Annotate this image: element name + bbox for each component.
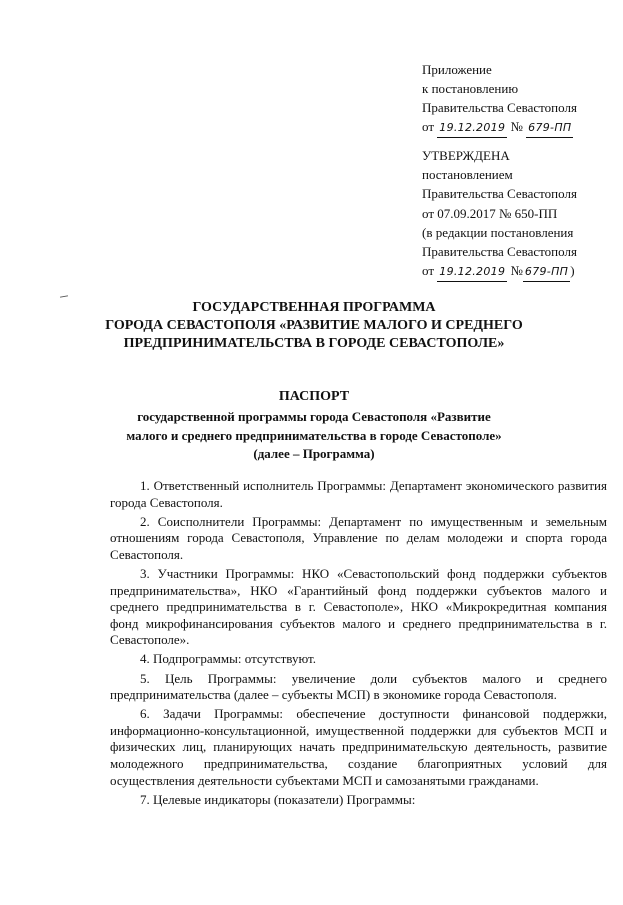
paragraph-6: 6. Задачи Программы: обеспечение доступности финансовой поддержки, информационно-консультационной, имущественной поддержки для субъектов МСП и физических лиц, планирующих начать предпринимательскую деятельность, развитие молодежного предпринимательства, создание благоприятных условий для осуществления деятельности субъектами МСП и самозанятыми гражданами. [110,706,607,788]
passport-heading: ПАСПОРТ [278,389,350,404]
approved-from-label: от [422,263,435,279]
appendix-line-3: Правительства Севастополя [422,100,577,115]
title-line-1: ГОСУДАРСТВЕННАЯ ПРОГРАММА [192,300,436,315]
approved-line-1: УТВЕРЖДЕНА [422,148,510,163]
approved-line-5: (в редакции постановления [422,224,574,240]
passport-subtitle [70,408,558,464]
approved-number-handwritten: 679-ПП [523,261,570,282]
paragraph-1: 1. Ответственный исполнитель Программы: Департамент экономического развития города Севастополя. [110,478,607,510]
appendix-date-handwritten: 19.12.2019 [437,117,507,138]
approved-line-4: от 07.09.2017 № 650-ПП [422,205,558,221]
paragraph-4: 4. Подпрограммы: отсутствуют. [140,651,316,667]
appendix-line-4 [422,117,617,138]
paragraph-2: 2. Соисполнители Программы: Департамент по имущественным и земельным отношениям города Севастополя, Управление по делам молодежи и спорта города Севастополя. [110,513,607,562]
passport-subtitle-line-1: государственной программы города Севастополя «Развитие [137,409,491,424]
approved-line-7 [422,261,617,282]
appendix-number-handwritten: 679-ПП [526,117,573,138]
appendix-line-1: Приложение [422,62,492,77]
document-title [40,299,588,353]
appendix-block [422,60,617,138]
passport-body [110,478,607,811]
passport-subtitle-line-2: малого и среднего предпринимательства в городе Севастополе» [126,427,502,443]
approved-line-2: постановлением [422,167,513,183]
paragraph-3: 3. Участники Программы: НКО «Севастопольский фонд поддержки субъектов предпринимательства», НКО «Гарантийный фонд поддержки субъектов малого и среднего предпринимательства в г. Севастополе», НКО «Микрокредитная компания фонд микрофинансирования субъектов малого и среднего предпринимательства в г. Севастополе». [110,565,607,648]
approved-line-3: Правительства Севастополя [422,186,577,202]
appendix-line-2: к постановлению [422,81,519,96]
scan-mark [60,295,68,297]
title-line-3: ПРЕДПРИНИМАТЕЛЬСТВА В ГОРОДЕ СЕВАСТОПОЛЕ» [123,336,505,351]
approved-block [422,146,617,282]
approved-number-sign: № [510,263,523,279]
appendix-number-sign: № [510,119,523,134]
approved-line-6: Правительства Севастополя [422,244,577,260]
approved-date-handwritten: 19.12.2019 [437,261,507,282]
paragraph-7: 7. Целевые индикаторы (показатели) Программы: [140,791,416,807]
approved-close-paren: ) [570,263,575,279]
paragraph-5: 5. Цель Программы: увеличение доли субъектов малого и среднего предпринимательства (далее – субъекты МСП) в экономике города Севастополя. [110,670,607,703]
title-line-2: ГОРОДА СЕВАСТОПОЛЯ «РАЗВИТИЕ МАЛОГО И СРЕДНЕГО [105,318,523,333]
passport-subtitle-line-3: (далее – Программа) [253,446,375,461]
appendix-from-label: от [422,119,435,134]
